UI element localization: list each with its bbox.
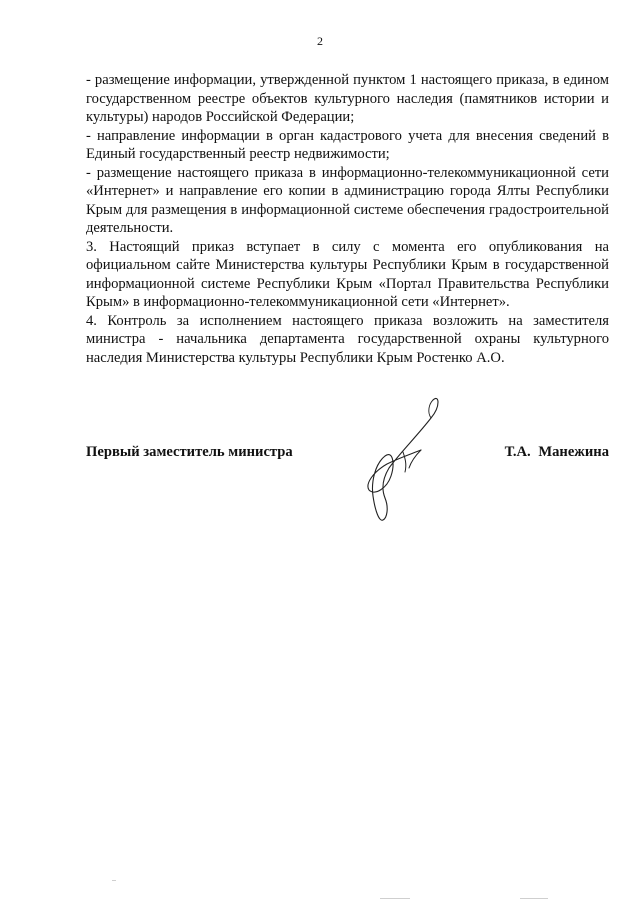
- signer-name: Т.А. Манежина: [504, 444, 609, 460]
- paragraph-registry-entry: - размещение информации, утвержденной пунктом 1 настоящего приказа, в едином государственном реестре объектов культурного наследия (памятников истории и культуры) народов Российской Федерации;: [86, 72, 609, 125]
- paragraph-internet-publication: - размещение настоящего приказа в информационно-телекоммуникационной сети «Интернет» и направление его копии в администрацию города Ялты Республики Крым для размещения в информационной системе обеспечения градостроительной деятельности.: [86, 164, 609, 236]
- scan-artifact: [112, 880, 116, 881]
- paragraph-control: 4. Контроль за исполнением настоящего приказа возложить на заместителя министра - начальника департамента государственной охраны культурного наследия Министерства культуры Республики Крым Ростенко А.О.: [86, 312, 609, 366]
- scan-artifacts: [0, 892, 640, 902]
- document-body: [86, 71, 609, 367]
- scan-artifact: [520, 898, 548, 899]
- paragraph-effective-date: 3. Настоящий приказ вступает в силу с момента его опубликования на официальном сайте Министерства культуры Республики Крым в государственной информационной системе Республики Крым «Портал Правительства Республики Крым» в информационно-телекоммуникационной сети «Интернет».: [86, 238, 609, 310]
- handwritten-signature: [345, 392, 445, 527]
- scan-artifact: [380, 898, 410, 899]
- paragraph-cadastral-info: - направление информации в орган кадастрового учета для внесения сведений в Единый государственный реестр недвижимости;: [86, 127, 609, 162]
- signer-title: Первый заместитель министра: [86, 444, 293, 460]
- page-number: 2: [317, 34, 323, 48]
